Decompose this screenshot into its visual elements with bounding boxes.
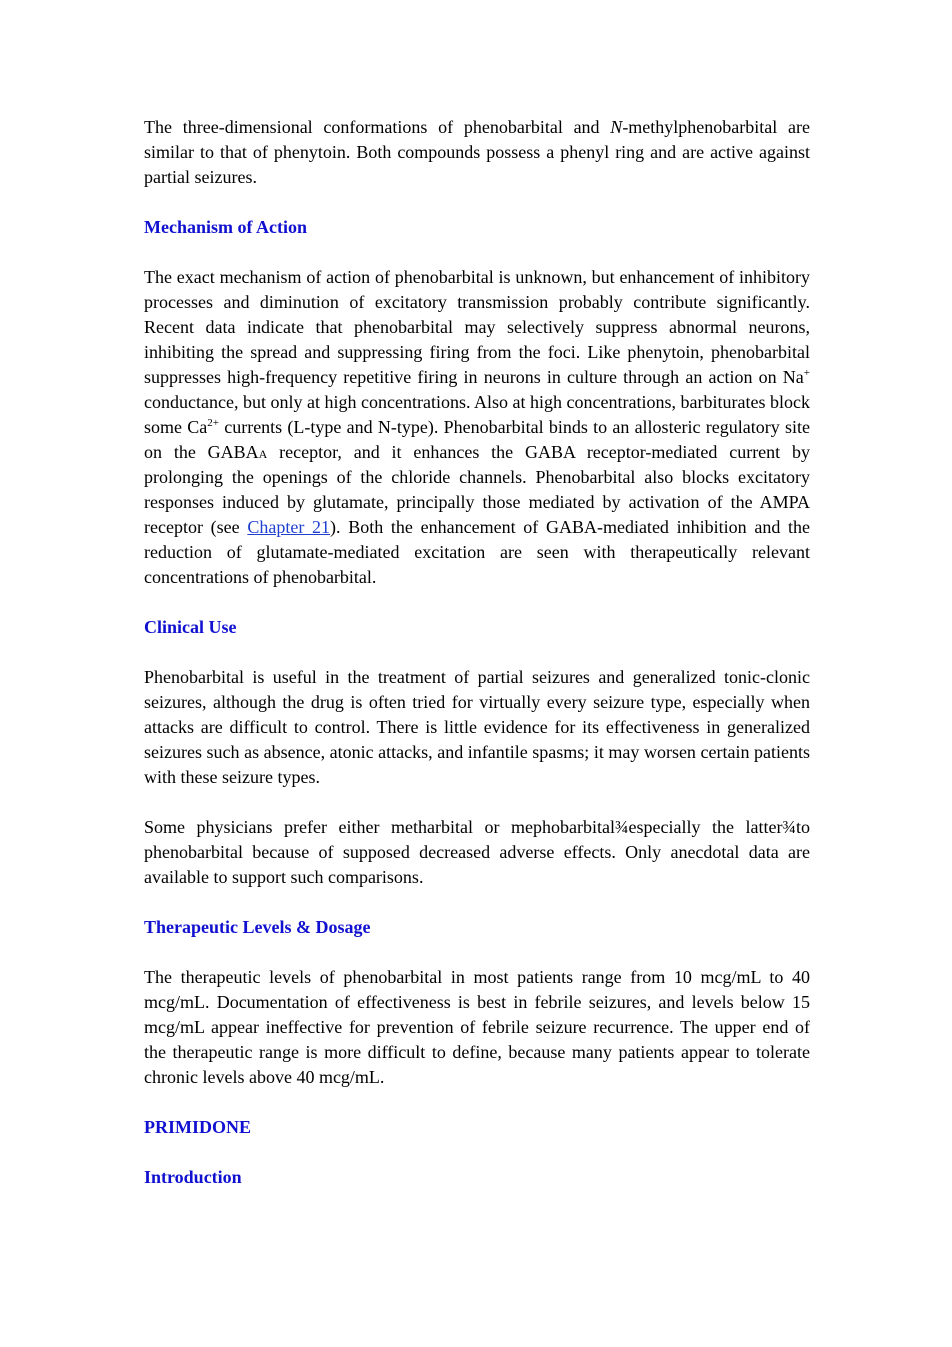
heading-introduction: Introduction (144, 1167, 242, 1187)
mechanism-text-3: currents (L-type and N-type). Phenobarbital binds to an allosteric regulatory site on the GABA (144, 417, 810, 462)
sodium-superscript: + (803, 367, 810, 379)
mechanism-text-5: ). Both the enhancement of GABA-mediated inhibition and the reduction of glutamate-mediated excitation are seen with therapeutically relevant concentrations of phenobarbital. (144, 517, 811, 587)
mechanism-text-1: The exact mechanism of action of phenobarbital is unknown, but enhancement of inhibitory processes and diminution of excitatory transmission probably contribute significantly. Recent data indicate that phenobarbital may selectively suppress abnormal neurons, inhibiting the spread and suppressing firing from the foci. Like phenytoin, phenobarbital suppresses high-frequency repetitive firing in neurons in culture through an action on Na (144, 267, 810, 387)
intro-text-start: The three-dimensional conformations of phenobarbital and (144, 117, 611, 137)
clinical-paragraph-2: Some physicians prefer either metharbital or mephobarbital¾especially the latter¾to phenobarbital because of supposed decreased adverse effects. Only anecdotal data are available to support such comparisons. (144, 817, 810, 887)
gaba-a-subscript: A (258, 447, 268, 461)
document-page (144, 115, 810, 1190)
clinical-paragraph-1: Phenobarbital is useful in the treatment of partial seizures and generalized tonic-clonic seizures, although the drug is often tried for virtually every seizure type, especially when attacks are difficult to control. There is little evidence for its effectiveness in generalized seizures such as absence, atonic attacks, and infantile spasms; it may worsen certain patients with these seizure types. (144, 667, 810, 787)
mechanism-text-2: conductance, but only at high concentrations. Also at high concentrations, barbiturates block some Ca (144, 392, 810, 437)
heading-therapeutic-levels-dosage: Therapeutic Levels & Dosage (144, 917, 371, 937)
mechanism-paragraph (144, 265, 810, 590)
calcium-superscript: 2+ (207, 417, 219, 429)
intro-italic-n: N (610, 117, 623, 137)
intro-text-end: -methylphenobarbital are similar to that of phenytoin. Both compounds possess a phenyl ring and are active against partial seizures. (144, 117, 810, 187)
heading-mechanism-of-action: Mechanism of Action (144, 217, 307, 237)
therapeutic-paragraph: The therapeutic levels of phenobarbital in most patients range from 10 mcg/mL to 40 mcg/mL. Documentation of effectiveness is best in febrile seizures, and levels below 15 mcg/mL appear ineffective for prevention of febrile seizure recurrence. The upper end of the therapeutic range is more difficult to define, because many patients appear to tolerate chronic levels above 40 mcg/mL. (144, 967, 810, 1087)
heading-primidone: PRIMIDONE (144, 1117, 251, 1137)
chapter-21-link[interactable]: Chapter 21 (247, 517, 331, 537)
heading-clinical-use: Clinical Use (144, 617, 237, 637)
mechanism-text-4: receptor, and it enhances the GABA receptor-mediated current by prolonging the openings of the chloride channels. Phenobarbital also blocks excitatory responses induced by glutamate, principally those mediated by activation of the AMPA receptor (see (144, 442, 810, 537)
intro-paragraph (144, 115, 810, 190)
